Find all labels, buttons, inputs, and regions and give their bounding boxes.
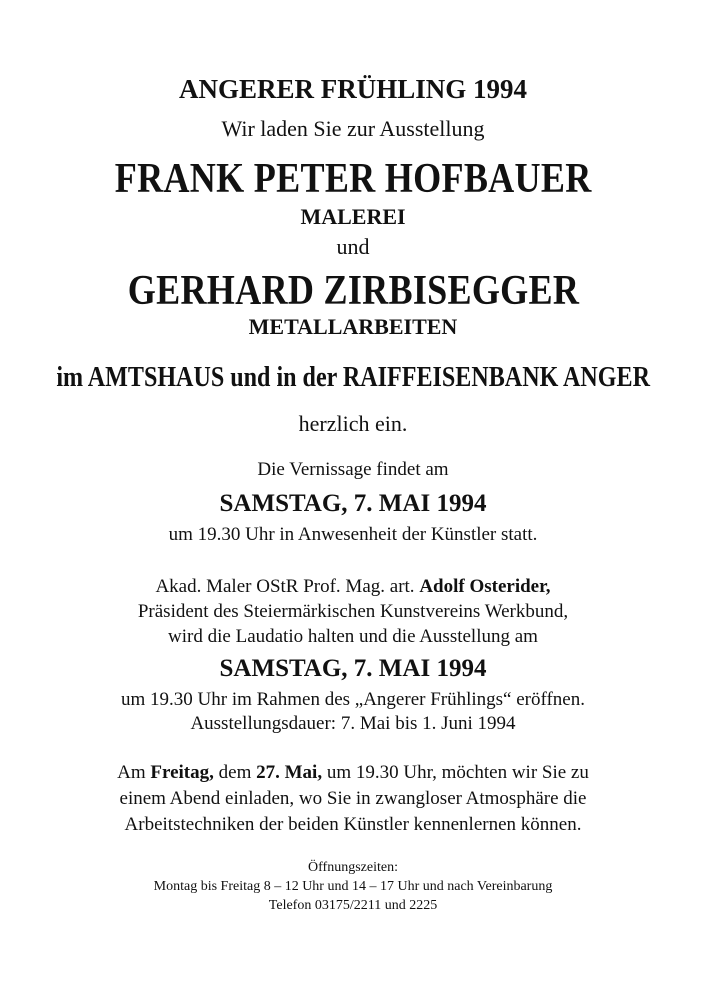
invite-intro: Wir laden Sie zur Ausstellung [221, 116, 485, 141]
event-title: ANGERER FRÜHLING 1994 [178, 74, 528, 104]
evening-prefix: Am [117, 762, 151, 783]
opening-hours: Montag bis Freitag 8 – 12 Uhr und 14 – 17 Uhr und nach Vereinbarung [153, 879, 553, 894]
opening-date: SAMSTAG, 7. MAI 1994 [219, 655, 487, 682]
artist-name-zirbisegger [0, 270, 706, 312]
vernissage-date: SAMSTAG, 7. MAI 1994 [219, 490, 487, 517]
invite-close: herzlich ein. [298, 411, 408, 436]
laudatio-line-1 [0, 577, 706, 596]
venue [0, 364, 706, 392]
evening-rest: um 19.30 Uhr, möchten wir Sie zu [322, 762, 589, 783]
opening-time: um 19.30 Uhr im Rahmen des „Angerer Frühlings“ eröffnen. [121, 689, 585, 710]
evening-line-2: einem Abend einladen, wo Sie in zwangloser Atmosphäre die [119, 788, 587, 809]
opening-hours-title: Öffnungszeiten: [308, 860, 398, 875]
evening-line-3: Arbeitstechniken der beiden Künstler kennenlernen können. [124, 814, 582, 835]
vernissage-time: um 19.30 Uhr in Anwesenheit der Künstler statt. [168, 524, 538, 545]
exhibition-duration: Ausstellungsdauer: 7. Mai bis 1. Juni 1994 [190, 713, 516, 734]
conjunction: und [336, 234, 370, 259]
artist-medium-metallarbeiten: METALLARBEITEN [248, 314, 458, 339]
evening-mid: dem [213, 762, 257, 783]
artist-name-hofbauer-text: FRANK PETER HOFBAUER [114, 156, 592, 202]
laudatio-line-3: wird die Laudatio halten und die Ausstellung am [168, 626, 538, 647]
laudatio-title: Akad. Maler OStR Prof. Mag. art. [155, 576, 420, 597]
evening-line-1 [0, 763, 706, 782]
evening-day: Freitag, [150, 762, 214, 783]
laudatio-speaker: Adolf Osterider, [419, 576, 551, 597]
artist-medium-malerei: MALEREI [300, 204, 406, 229]
vernissage-intro: Die Vernissage findet am [257, 459, 449, 480]
artist-name-zirbisegger-text: GERHARD ZIRBISEGGER [127, 268, 579, 314]
laudatio-line-2: Präsident des Steiermärkischen Kunstvereins Werkbund, [137, 601, 569, 622]
phone-number: Telefon 03175/2211 und 2225 [268, 898, 438, 913]
artist-name-hofbauer [0, 158, 706, 200]
evening-date: 27. Mai, [256, 762, 323, 783]
venue-text: im AMTSHAUS und in der RAIFFEISENBANK ANGER [56, 362, 650, 393]
